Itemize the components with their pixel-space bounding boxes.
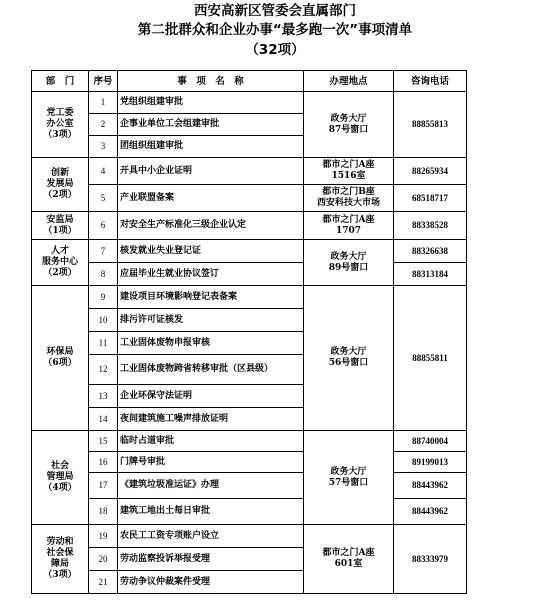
place-line: 87号窗口 — [328, 124, 369, 135]
dept-line: 安监局 — [46, 214, 74, 225]
table-row — [32, 185, 467, 212]
dept-cell — [32, 240, 89, 286]
row-num: 18 — [89, 499, 118, 525]
row-num: 2 — [89, 114, 118, 136]
table-row — [32, 92, 467, 114]
place-line: 都市之门B座 — [322, 187, 375, 197]
row-item: 党组织组建审批 — [118, 92, 304, 114]
phone-cell: 88855811 — [394, 286, 467, 431]
row-item: 排污许可证核发 — [118, 309, 304, 332]
place-cell — [304, 212, 394, 240]
row-item: 《建筑垃圾准运证》办理 — [118, 473, 304, 499]
dept-cell — [32, 286, 89, 431]
dept-line: 党工委 — [46, 108, 74, 118]
header-place: 办理地点 — [304, 71, 394, 92]
dept-line: （1项） — [43, 225, 77, 236]
row-item: 门牌号审批 — [118, 452, 304, 473]
dept-cell — [32, 92, 89, 158]
row-num: 17 — [89, 473, 118, 499]
place-cell — [304, 240, 394, 286]
table-row — [32, 212, 467, 240]
dept-line: 管理局 — [46, 472, 74, 482]
table-row — [32, 525, 467, 548]
row-item: 劳动监察投诉举报受理 — [118, 548, 304, 571]
table-row — [32, 158, 467, 185]
phone-cell: 88338528 — [394, 212, 467, 240]
dept-line: 服务中心 — [41, 257, 78, 267]
row-item: 农民工工资专项账户设立 — [118, 525, 304, 548]
row-num: 15 — [89, 431, 118, 452]
place-line: 都市之门A座 — [322, 214, 375, 225]
phone-cell: 88443962 — [394, 499, 467, 525]
title-line-2: 第二批群众和企业办事“最多跑一次”事项清单 — [137, 22, 413, 38]
title-line-3: （32项） — [245, 42, 305, 58]
dept-line: 办公室 — [46, 119, 74, 129]
phone-cell: 68518717 — [394, 185, 467, 212]
table-row — [32, 286, 467, 309]
row-item: 夜间建筑施工噪声排放证明 — [118, 408, 304, 431]
dept-cell — [32, 212, 89, 240]
place-line: 89号窗口 — [328, 262, 369, 273]
dept-line: （6项） — [43, 358, 77, 368]
phone-cell: 88443962 — [394, 473, 467, 499]
row-num: 9 — [89, 286, 118, 309]
dept-cell — [32, 431, 89, 525]
place-line: 1707 — [335, 225, 362, 236]
phone-cell: 88265934 — [394, 158, 467, 185]
place-line: 政务大厅 — [330, 251, 367, 262]
row-item: 临时占道审批 — [118, 431, 304, 452]
table-row — [32, 473, 467, 499]
place-line: 1516室 — [331, 171, 366, 181]
row-num: 11 — [89, 332, 118, 355]
row-num: 5 — [89, 185, 118, 212]
row-item: 团组织组建审批 — [118, 136, 304, 158]
dept-line: （2项） — [43, 190, 77, 200]
place-line: 政务大厅 — [330, 466, 367, 477]
place-cell — [304, 158, 394, 185]
place-cell — [304, 431, 394, 525]
dept-cell — [32, 525, 89, 594]
row-num: 16 — [89, 452, 118, 473]
phone-cell: 88855813 — [394, 92, 467, 158]
table-row — [32, 452, 467, 473]
dept-line: 创新 — [50, 168, 69, 178]
matters-table — [31, 70, 467, 594]
dept-line: 人才 — [50, 246, 69, 256]
header-num: 序号 — [89, 71, 118, 92]
row-item: 企事业单位工会组建审批 — [118, 114, 304, 136]
header-item: 事 项 名 称 — [118, 71, 304, 92]
dept-line: （4项） — [43, 483, 77, 493]
place-line: 601室 — [334, 559, 363, 569]
dept-line: 环保局 — [46, 347, 74, 357]
place-line: 都市之门A座 — [322, 160, 375, 170]
row-item: 核发就业失业登记证 — [118, 240, 304, 263]
table-header-row — [32, 71, 467, 92]
dept-line: 社会 — [50, 461, 69, 471]
dept-line: （3项） — [43, 130, 77, 140]
place-cell — [304, 92, 394, 158]
table-row — [32, 240, 467, 263]
header-dept: 部 门 — [32, 71, 89, 92]
dept-line: 劳动和 — [46, 537, 74, 547]
row-item: 产业联盟备案 — [118, 185, 304, 212]
header-phone: 咨询电话 — [394, 71, 467, 92]
row-num: 12 — [89, 355, 118, 385]
row-num: 3 — [89, 136, 118, 158]
row-item: 工业固体废物申报审核 — [118, 332, 304, 355]
row-item: 建筑工地出土每日审批 — [118, 499, 304, 525]
row-item: 企业环保守法证明 — [118, 385, 304, 408]
row-item: 应届毕业生就业协议签订 — [118, 263, 304, 286]
row-num: 13 — [89, 385, 118, 408]
place-line: 都市之门A座 — [322, 548, 375, 558]
phone-cell: 88326638 — [394, 240, 467, 263]
place-cell — [304, 185, 394, 212]
place-line: 57号窗口 — [328, 477, 369, 488]
row-item: 对安全生产标准化三级企业认定 — [118, 212, 304, 240]
row-num: 7 — [89, 240, 118, 263]
dept-line: 障局 — [50, 559, 69, 569]
row-item: 开具中小企业证明 — [118, 158, 304, 185]
row-num: 1 — [89, 92, 118, 114]
phone-cell: 88740004 — [394, 431, 467, 452]
place-line: 西安科技大市场 — [316, 198, 380, 208]
dept-cell — [32, 158, 89, 212]
row-num: 21 — [89, 571, 118, 594]
row-item: 劳动争议仲裁案件受理 — [118, 571, 304, 594]
row-num: 8 — [89, 263, 118, 286]
table-row — [32, 499, 467, 525]
table-row — [32, 263, 467, 286]
row-num: 14 — [89, 408, 118, 431]
phone-cell: 88333979 — [394, 525, 467, 594]
dept-line: （2项） — [43, 268, 77, 278]
row-item: 建设项目环境影响登记表备案 — [118, 286, 304, 309]
dept-line: 社会保 — [46, 548, 74, 558]
row-num: 6 — [89, 212, 118, 240]
dept-line: （3项） — [43, 570, 77, 580]
title-line-1: 西安高新区管委会直属部门 — [194, 3, 356, 19]
place-line: 政务大厅 — [330, 113, 367, 124]
place-cell — [304, 525, 394, 594]
place-line: 56号窗口 — [328, 358, 369, 368]
phone-cell: 88313184 — [394, 263, 467, 286]
row-num: 10 — [89, 309, 118, 332]
title-block — [0, 0, 550, 60]
row-num: 4 — [89, 158, 118, 185]
row-num: 19 — [89, 525, 118, 548]
phone-cell: 89199013 — [394, 452, 467, 473]
row-num: 20 — [89, 548, 118, 571]
place-line: 政务大厅 — [330, 347, 367, 357]
row-item: 工业固体废物跨省转移审批（区县级） — [118, 355, 304, 385]
dept-line: 发展局 — [46, 179, 74, 189]
place-cell — [304, 286, 394, 431]
table-row — [32, 431, 467, 452]
